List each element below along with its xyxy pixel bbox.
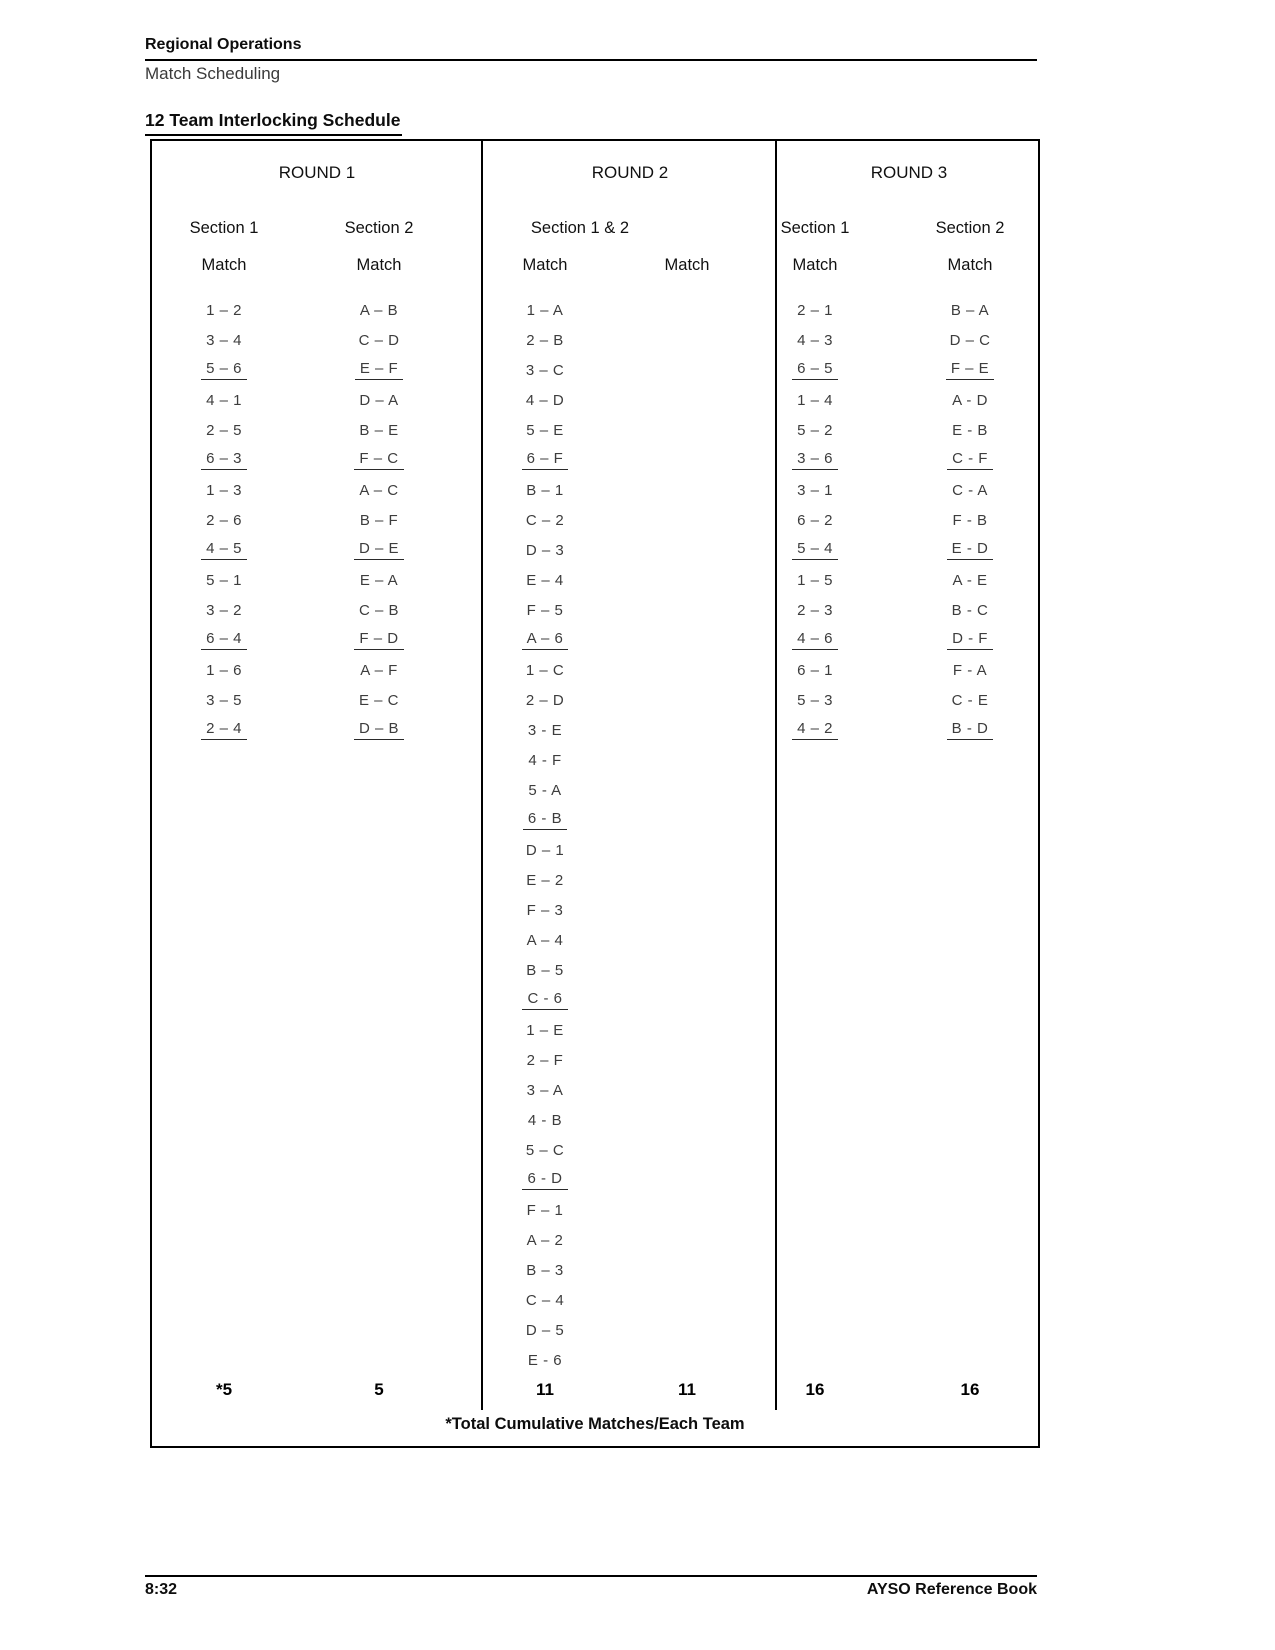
match-cell (470, 625, 620, 655)
match-cell (149, 325, 299, 355)
match-cell (470, 385, 620, 415)
match-label: 3 – C (525, 361, 565, 379)
match-cell (470, 1165, 620, 1195)
match-cell (304, 595, 454, 625)
match-cell (470, 685, 620, 715)
match-label: 4 - F (528, 751, 562, 769)
match-label: C – D (358, 331, 400, 349)
match-label: 2 – 4 (201, 720, 247, 740)
match-label: 5 – E (526, 421, 564, 439)
match-cell (740, 565, 890, 595)
match-cell (149, 385, 299, 415)
match-label: 3 – 4 (206, 331, 242, 349)
subheader: Match Scheduling (145, 64, 281, 83)
match-label: A – F (360, 661, 398, 679)
match-cell (304, 655, 454, 685)
round-3-section-2-total: 16 (960, 1380, 980, 1399)
round-3-section-1-match-list (740, 295, 890, 745)
match-cell (149, 685, 299, 715)
match-cell (895, 475, 1045, 505)
footer-book-title: AYSO Reference Book (866, 1581, 1037, 1598)
match-label: B – F (359, 511, 399, 529)
match-label: E - B (952, 421, 988, 439)
match-label: F – C (354, 450, 403, 470)
match-label: 5 - A (528, 781, 562, 799)
match-column-header: Match (664, 256, 710, 274)
match-cell (470, 895, 620, 925)
match-label: 6 - D (522, 1170, 567, 1190)
match-cell (470, 1075, 620, 1105)
match-label: 5 – 3 (797, 691, 833, 709)
match-label: E – A (359, 571, 399, 589)
match-cell (149, 445, 299, 475)
round-1-section-2-match-list (304, 295, 454, 745)
match-cell (149, 355, 299, 385)
match-label: E – 2 (526, 871, 564, 889)
match-label: E – 4 (526, 571, 564, 589)
match-cell (470, 715, 620, 745)
match-column-header: Match (356, 256, 402, 274)
match-cell (470, 295, 620, 325)
match-label: 6 - B (523, 810, 567, 830)
match-cell (740, 655, 890, 685)
match-cell (304, 385, 454, 415)
match-label: D – 5 (525, 1321, 565, 1339)
match-label: 5 – 2 (797, 421, 833, 439)
match-label: F – 1 (526, 1201, 564, 1219)
match-label: F - A (952, 661, 988, 679)
match-cell (304, 715, 454, 745)
match-label: 1 – C (525, 661, 565, 679)
match-label: 1 – 4 (797, 391, 833, 409)
match-cell (470, 985, 620, 1015)
match-cell (470, 505, 620, 535)
match-label: 4 - B (527, 1111, 563, 1129)
match-cell (470, 595, 620, 625)
match-cell (470, 775, 620, 805)
match-label: 1 – E (526, 1021, 564, 1039)
match-label: 6 – F (522, 450, 569, 470)
match-cell (470, 1105, 620, 1135)
match-cell (895, 445, 1045, 475)
match-cell (740, 715, 890, 745)
match-cell (895, 535, 1045, 565)
round-2-match-list (470, 295, 620, 1375)
match-cell (470, 565, 620, 595)
round-2-total-2: 11 (678, 1380, 696, 1399)
round-1-section-2-total: 5 (374, 1380, 384, 1399)
match-cell (470, 1285, 620, 1315)
match-label: 2 – F (526, 1051, 564, 1069)
match-label: A – C (359, 481, 399, 499)
match-label: F – 3 (526, 901, 564, 919)
match-label: 5 – 1 (206, 571, 242, 589)
match-cell (470, 835, 620, 865)
match-label: 1 – 2 (206, 301, 242, 319)
match-cell (895, 595, 1045, 625)
match-label: 2 – 3 (797, 601, 833, 619)
round-2-header: ROUND 2 (591, 163, 669, 182)
round-1-section-1-total: *5 (215, 1380, 233, 1399)
match-label: 1 – 5 (797, 571, 833, 589)
match-label: B – 3 (526, 1261, 564, 1279)
match-cell (470, 745, 620, 775)
match-label: 2 – 5 (206, 421, 242, 439)
match-cell (740, 325, 890, 355)
match-cell (470, 805, 620, 835)
match-cell (470, 1255, 620, 1285)
match-cell (304, 685, 454, 715)
match-label: E – C (358, 691, 399, 709)
match-label: B – 1 (526, 481, 564, 499)
match-cell (304, 565, 454, 595)
match-cell (304, 535, 454, 565)
match-label: 5 – C (525, 1141, 565, 1159)
match-cell (149, 475, 299, 505)
footer-rule (145, 1575, 1037, 1577)
match-cell (740, 475, 890, 505)
match-label: A - E (952, 571, 988, 589)
match-cell (304, 355, 454, 385)
match-label: B – A (950, 301, 990, 319)
match-cell (895, 685, 1045, 715)
match-column-header: Match (947, 256, 993, 274)
match-cell (304, 445, 454, 475)
header-label: Regional Operations (145, 36, 302, 53)
match-label: F - B (952, 511, 988, 529)
round-1-section-1-header: Section 1 (189, 219, 259, 237)
match-label: 6 – 1 (797, 661, 833, 679)
page-title: 12 Team Interlocking Schedule (145, 110, 402, 136)
match-label: D – B (354, 720, 404, 740)
match-cell (740, 355, 890, 385)
match-label: A – B (359, 301, 399, 319)
match-label: 4 – 6 (792, 630, 838, 650)
match-label: A – 2 (526, 1231, 564, 1249)
round-3-header: ROUND 3 (870, 163, 948, 182)
match-cell (149, 295, 299, 325)
match-label: D – E (354, 540, 404, 560)
match-label: E – F (355, 360, 403, 380)
match-cell (740, 625, 890, 655)
match-label: C – B (358, 601, 399, 619)
match-cell (470, 325, 620, 355)
match-cell (470, 415, 620, 445)
match-label: D - F (947, 630, 993, 650)
match-label: C - F (947, 450, 993, 470)
round-1-section-2-header: Section 2 (344, 219, 414, 237)
match-cell (470, 445, 620, 475)
round-2-section-header: Section 1 & 2 (530, 219, 630, 237)
match-label: C - A (952, 481, 988, 499)
match-label: 1 – 3 (206, 481, 242, 499)
match-label: 3 – 1 (797, 481, 833, 499)
match-label: 3 – A (526, 1081, 564, 1099)
match-cell (895, 385, 1045, 415)
match-label: 2 – 6 (206, 511, 242, 529)
match-column-header: Match (201, 256, 247, 274)
match-label: 2 – D (525, 691, 565, 709)
header-rule (145, 59, 1037, 61)
round-1-section-1-match-list (149, 295, 299, 745)
match-cell (304, 505, 454, 535)
match-label: A - D (952, 391, 988, 409)
match-cell (149, 715, 299, 745)
round-1-header: ROUND 1 (278, 163, 356, 182)
match-label: 3 – 2 (206, 601, 242, 619)
match-cell (740, 595, 890, 625)
match-label: 1 – A (526, 301, 564, 319)
match-cell (470, 1345, 620, 1375)
match-cell (304, 475, 454, 505)
match-label: C – 4 (525, 1291, 565, 1309)
match-label: A – 6 (522, 630, 569, 650)
match-cell (304, 325, 454, 355)
match-cell (895, 505, 1045, 535)
match-cell (895, 625, 1045, 655)
match-label: 6 – 5 (792, 360, 838, 380)
match-label: B – E (359, 421, 399, 439)
match-label: F – 5 (526, 601, 564, 619)
match-cell (895, 325, 1045, 355)
match-cell (470, 1225, 620, 1255)
match-cell (304, 625, 454, 655)
match-cell (149, 505, 299, 535)
match-cell (470, 475, 620, 505)
match-label: 6 – 3 (201, 450, 247, 470)
cumulative-matches-footnote: *Total Cumulative Matches/Each Team (445, 1415, 745, 1433)
match-label: 1 – 6 (206, 661, 242, 679)
match-cell (740, 445, 890, 475)
match-label: D – 3 (525, 541, 565, 559)
match-label: 2 – B (526, 331, 564, 349)
match-cell (740, 385, 890, 415)
match-column-header: Match (792, 256, 838, 274)
match-cell (740, 415, 890, 445)
match-cell (470, 1195, 620, 1225)
match-label: A – 4 (526, 931, 564, 949)
match-cell (740, 505, 890, 535)
footer-page-number: 8:32 (145, 1581, 178, 1598)
match-cell (470, 535, 620, 565)
round-3-section-2-header: Section 2 (935, 219, 1005, 237)
match-cell (740, 685, 890, 715)
match-label: 5 – 6 (201, 360, 247, 380)
round-3-section-1-total: 16 (805, 1380, 825, 1399)
match-label: B - D (947, 720, 994, 740)
match-column-header: Match (522, 256, 568, 274)
match-cell (740, 535, 890, 565)
match-cell (149, 415, 299, 445)
match-cell (470, 925, 620, 955)
schedule-table (150, 139, 1040, 1448)
match-label: C - E (951, 691, 989, 709)
match-cell (470, 1315, 620, 1345)
match-label: F – D (354, 630, 403, 650)
match-cell (470, 1045, 620, 1075)
match-cell (304, 295, 454, 325)
match-label: E - 6 (527, 1351, 563, 1369)
match-cell (149, 565, 299, 595)
match-cell (149, 655, 299, 685)
match-cell (149, 595, 299, 625)
round-3-section-2-match-list (895, 295, 1045, 745)
match-cell (470, 355, 620, 385)
match-cell (470, 655, 620, 685)
match-label: E - D (947, 540, 994, 560)
match-label: D – 1 (525, 841, 565, 859)
match-label: 4 – D (525, 391, 565, 409)
match-cell (895, 295, 1045, 325)
round-2-total-1: 11 (536, 1380, 554, 1399)
match-label: B - C (951, 601, 989, 619)
match-cell (470, 865, 620, 895)
match-cell (895, 655, 1045, 685)
match-label: 3 – 6 (792, 450, 838, 470)
round-3-section-1-header: Section 1 (780, 219, 850, 237)
match-label: 4 – 2 (792, 720, 838, 740)
match-label: 4 – 3 (797, 331, 833, 349)
match-cell (470, 1135, 620, 1165)
match-cell (470, 1015, 620, 1045)
match-label: 4 – 1 (206, 391, 242, 409)
match-label: 3 – 5 (206, 691, 242, 709)
match-label: 6 – 2 (797, 511, 833, 529)
match-label: C – 2 (525, 511, 565, 529)
match-label: 4 – 5 (201, 540, 247, 560)
match-label: D – A (359, 391, 399, 409)
match-cell (895, 715, 1045, 745)
match-label: 5 – 4 (792, 540, 838, 560)
match-cell (895, 565, 1045, 595)
match-cell (304, 415, 454, 445)
match-cell (895, 355, 1045, 385)
match-label: D – C (949, 331, 991, 349)
match-label: 3 - E (527, 721, 563, 739)
match-label: C - 6 (522, 990, 567, 1010)
match-cell (149, 625, 299, 655)
match-label: 2 – 1 (797, 301, 833, 319)
match-label: 6 – 4 (201, 630, 247, 650)
match-label: B – 5 (526, 961, 564, 979)
match-cell (470, 955, 620, 985)
match-cell (149, 535, 299, 565)
match-cell (740, 295, 890, 325)
match-label: F – E (946, 360, 994, 380)
match-cell (895, 415, 1045, 445)
